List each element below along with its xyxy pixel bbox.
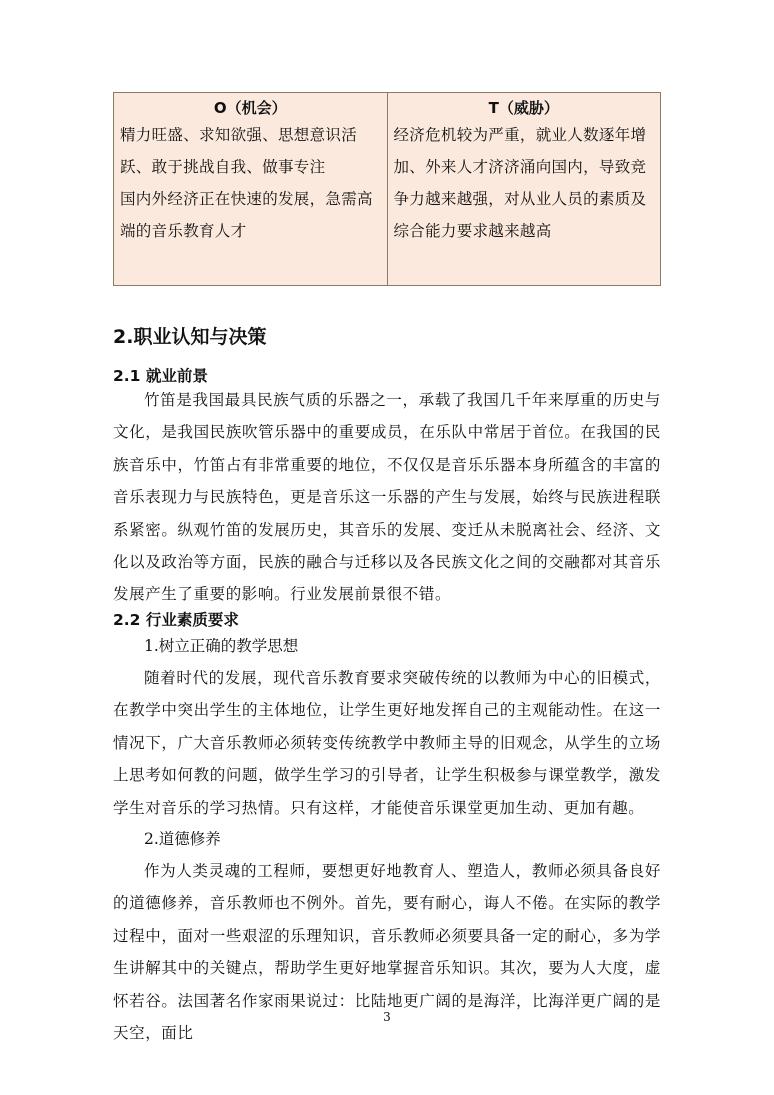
section-2-2-heading: 2.2 行业素质要求 <box>113 611 239 629</box>
section-2-1-paragraph: 竹笛是我国最具民族气质的乐器之一，承载了我国几千年来厚重的历史与文化，是我国民族吹管乐器中的重要成员，在乐队中常居于首位。在我国的民族音乐中，竹笛占有非常重要的地位，不仅仅是音乐乐器本身所蕴含的丰富的音乐表现力与民族特色，更是音乐这一乐器的产生与发展，始终与民族进程联系紧密。纵观竹笛的发展历史，其音乐的发展、变迁从未脱离社会、经济、文化以及政治等方面，民族的融合与迁移以及各民族文化之间的交融都对其音乐发展产生了重要的影响。行业发展前景很不错。 <box>113 391 661 604</box>
threat-text: 经济危机较为严重，就业人数逐年增加、外来人才济济涌向国内，导致竞争力越来越强，对从业人员的素质及综合能力要求越来越高 <box>393 126 647 240</box>
threat-column <box>387 93 661 285</box>
swot-table <box>113 92 661 286</box>
opportunity-header: O（机会） <box>213 99 287 117</box>
item-1-title: 1.树立正确的教学思想 <box>144 637 299 655</box>
page-number: 3 <box>383 1010 391 1024</box>
item-1-paragraph: 随着时代的发展，现代音乐教育要求突破传统的以教师为中心的旧模式，在教学中突出学生的主体地位，让学生更好地发挥自己的主观能动性。在这一情况下，广大音乐教师必须转变传统教学中教师主导的旧观念，从学生的立场上思考如何教的问题，做学生学习的引导者，让学生积极参与课堂教学，激发学生对音乐的学习热情。只有这样，才能使音乐课堂更加生动、更加有趣。 <box>113 669 661 817</box>
opportunity-column <box>114 93 387 285</box>
item-2-paragraph: 作为人类灵魂的工程师，要想更好地教育人、塑造人，教师必须具备良好的道德修养，音乐教师也不例外。首先，要有耐心，诲人不倦。在实际的教学过程中，面对一些艰涩的乐理知识，音乐教师必须要具备一定的耐心，多为学生讲解其中的关键点，帮助学生更好地掌握音乐知识。其次，要为人大度，虚怀若谷。法国著名作家雨果说过：比陆地更广阔的是海洋，比海洋更广阔的是天空，面比 <box>113 862 661 1043</box>
section-2-1-heading: 2.1 就业前景 <box>113 367 208 385</box>
threat-header: T（威胁） <box>488 99 559 117</box>
item-2-title: 2.道德修养 <box>144 830 221 848</box>
section-2-heading: 2.职业认知与决策 <box>113 326 267 348</box>
opportunity-text: 精力旺盛、求知欲强、思想意识活跃、敢于挑战自我、做事专注 国内外经济正在快速的发展，急需高端的音乐教育人才 <box>120 126 373 240</box>
